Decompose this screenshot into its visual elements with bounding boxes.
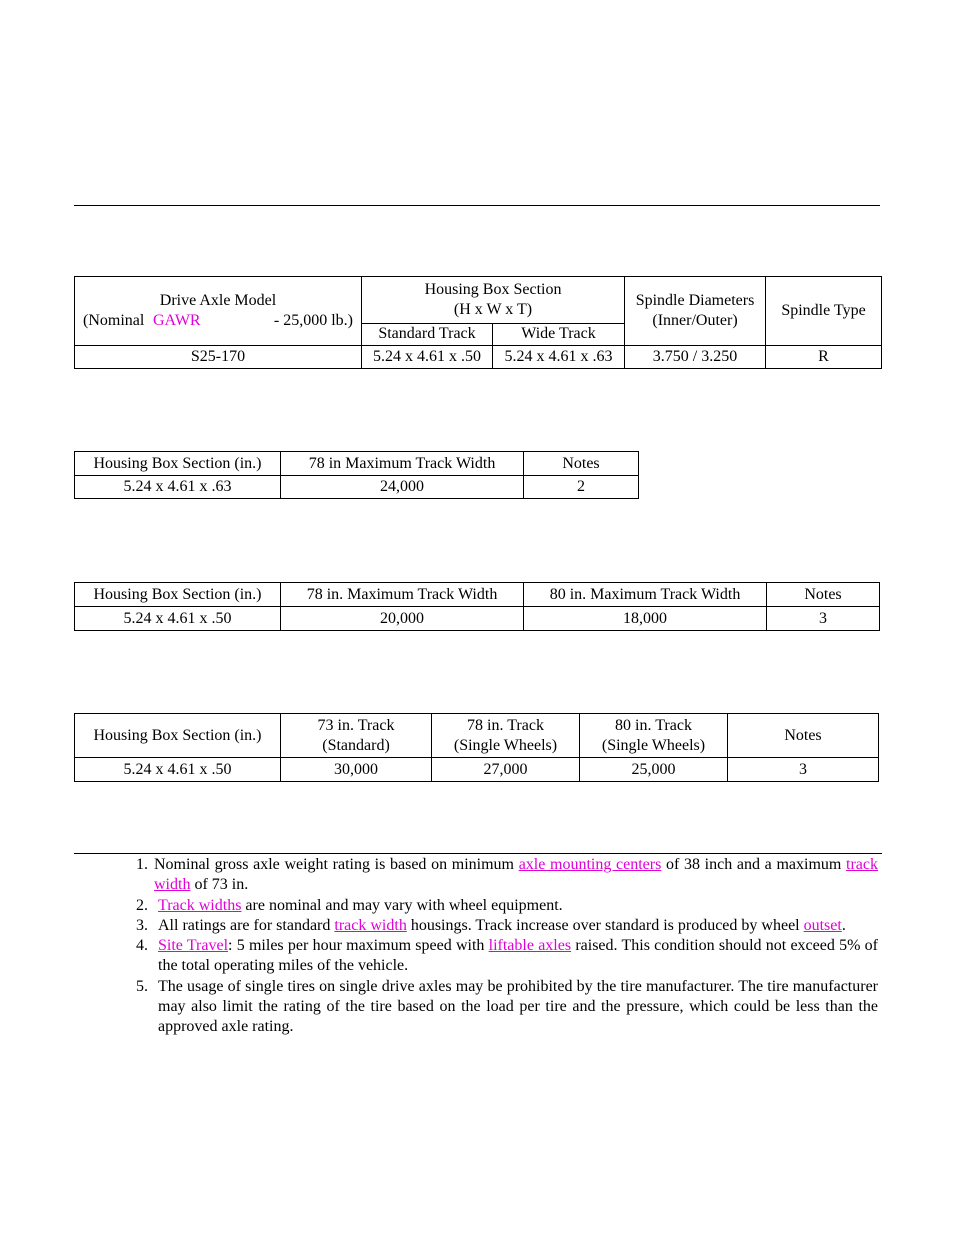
standard-track-header: Standard Track — [362, 323, 493, 345]
header-cell: 80 in. Track (Single Wheels) — [580, 714, 728, 758]
note-4: 4. Site Travel: 5 miles per hour maximum speed with liftable axles raised. This condition should not exceed 5% of the total operating miles of the vehicle. — [136, 937, 879, 975]
track-width-link[interactable]: track width — [154, 856, 878, 894]
note-5: 5. The usage of single tires on single drive axles may be prohibited by the tire manufacturer. The tire manufacturer may also limit the rating of the tire based on the load per tire and the pressure, which could be less than the approved axle rating. — [136, 977, 878, 1036]
liftable-axles-link[interactable]: liftable axles — [488, 937, 572, 955]
cell: 24,000 — [281, 476, 524, 499]
spindle-type-header: Spindle Type — [766, 277, 882, 346]
cell-standard: 5.24 x 4.61 x .50 — [362, 346, 493, 369]
header-cell: 78 in Maximum Track Width — [281, 452, 524, 476]
gawr-term: GAWR — [153, 312, 201, 329]
header-cell: Housing Box Section (in.) — [75, 583, 281, 607]
cell-model: S25-170 — [75, 346, 362, 369]
top-rule — [74, 205, 880, 206]
box-section-header: Housing Box Section (H x W x T) — [362, 277, 625, 324]
site-travel-link[interactable]: Site Travel — [158, 937, 229, 955]
header-cell: 78 in. Maximum Track Width — [281, 583, 524, 607]
spindle-diameters-header: Spindle Diameters (Inner/Outer) — [625, 277, 766, 346]
table-row — [75, 758, 879, 782]
cell: 20,000 — [281, 607, 524, 631]
rating-table-78-80 — [74, 582, 880, 631]
notes-list — [136, 855, 878, 1038]
cell: 2 — [524, 476, 639, 499]
model-sub-suffix: - 25,000 lb.) — [273, 312, 353, 329]
notes-rule — [74, 853, 882, 854]
track-width-link[interactable]: track width — [334, 916, 407, 934]
note-2: 2. Track widths are nominal and may vary with wheel equipment. — [136, 896, 563, 914]
cell: 5.24 x 4.61 x .63 — [75, 476, 281, 499]
rating-table-single-wheels — [74, 713, 879, 782]
rating-table-78 — [74, 451, 639, 499]
cell: 3 — [728, 758, 879, 782]
track-widths-link[interactable]: Track widths — [158, 896, 242, 914]
axle-spec-table — [74, 276, 882, 369]
outset-link[interactable]: outset — [803, 916, 842, 934]
cell-spindle-diam: 3.750 / 3.250 — [625, 346, 766, 369]
cell-spindle-type: R — [766, 346, 882, 369]
table-row — [75, 476, 639, 499]
note-1: 1. Nominal gross axle weight rating is based on minimum axle mounting centers of 38 inch and a maximum track width of 73 in. — [136, 856, 878, 894]
cell: 27,000 — [432, 758, 580, 782]
header-cell: 73 in. Track (Standard) — [281, 714, 432, 758]
note-3: 3. All ratings are for standard track width housings. Track increase over standard is produced by wheel outset. — [136, 916, 846, 934]
model-header: Drive Axle Model — [159, 292, 277, 309]
header-cell: 80 in. Maximum Track Width — [524, 583, 767, 607]
cell-wide: 5.24 x 4.61 x .63 — [493, 346, 625, 369]
cell: 3 — [767, 607, 880, 631]
cell: 30,000 — [281, 758, 432, 782]
cell: 25,000 — [580, 758, 728, 782]
model-header-cell — [75, 277, 362, 346]
header-cell: Housing Box Section (in.) — [75, 714, 281, 758]
header-cell: Notes — [767, 583, 880, 607]
table-row — [75, 346, 882, 369]
header-cell: Housing Box Section (in.) — [75, 452, 281, 476]
header-cell: Notes — [728, 714, 879, 758]
cell: 5.24 x 4.61 x .50 — [75, 758, 281, 782]
header-cell: 78 in. Track (Single Wheels) — [432, 714, 580, 758]
wide-track-header: Wide Track — [493, 323, 625, 345]
model-sub-prefix: (Nominal — [83, 312, 145, 329]
cell: 18,000 — [524, 607, 767, 631]
axle-mounting-centers-link[interactable]: axle mounting centers — [518, 856, 662, 873]
table-row — [75, 607, 880, 631]
cell: 5.24 x 4.61 x .50 — [75, 607, 281, 631]
header-cell: Notes — [524, 452, 639, 476]
